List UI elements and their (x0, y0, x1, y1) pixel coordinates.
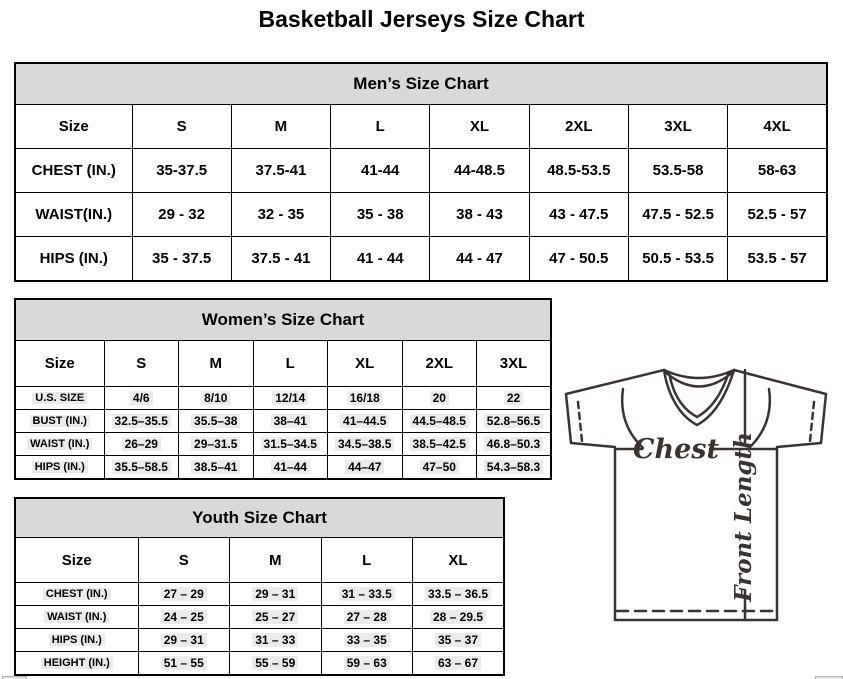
cell-text: 31 – 33.5 (339, 587, 395, 601)
size-value-cell (728, 193, 827, 237)
cell-text: 35 – 37 (435, 633, 481, 647)
cell-text: 55 – 59 (252, 656, 298, 670)
column-header: 4XL (728, 105, 827, 149)
size-value-cell (321, 583, 413, 606)
cell-text: 29 – 31 (161, 633, 207, 647)
cell-text: 43 - 47.5 (549, 206, 609, 223)
column-header: M (179, 341, 254, 387)
size-value-cell (628, 237, 727, 282)
cell-text: 50.5 - 53.5 (642, 250, 714, 267)
column-header: M (231, 105, 330, 149)
cell-text: 44.5–48.5 (410, 414, 469, 428)
cell-text: 44–47 (345, 460, 384, 474)
cell-text: 16/18 (347, 391, 383, 405)
size-value-cell (104, 433, 179, 456)
row-label (15, 193, 132, 237)
page-title: Basketball Jerseys Size Chart (258, 6, 585, 32)
size-value-cell (331, 237, 430, 282)
table-row (15, 606, 504, 629)
row-label-text: WAIST (IN.) (27, 438, 92, 450)
size-value-cell (477, 433, 552, 456)
cell-text: 63 – 67 (435, 656, 481, 670)
size-value-cell (132, 237, 231, 282)
row-label (15, 237, 132, 282)
size-value-cell (230, 629, 322, 652)
size-value-cell (179, 456, 254, 480)
table-row (15, 387, 551, 410)
cell-text: 54.3–58.3 (484, 460, 543, 474)
cell-text: 47.5 - 52.5 (642, 206, 714, 223)
column-header: 3XL (477, 341, 552, 387)
cell-text: 41–44.5 (340, 414, 389, 428)
size-value-cell (132, 149, 231, 193)
size-value-cell (321, 652, 413, 676)
size-value-cell (321, 629, 413, 652)
cell-text: 28 – 29.5 (430, 610, 486, 624)
size-value-cell (413, 652, 505, 676)
size-value-cell (230, 652, 322, 676)
row-label-text: CHEST (IN.) (31, 162, 116, 179)
cell-text: 47–50 (420, 460, 459, 474)
cell-text: 31.5–34.5 (261, 437, 320, 451)
size-value-cell (253, 387, 328, 410)
cell-text: 44-48.5 (454, 162, 505, 179)
size-value-cell (104, 410, 179, 433)
table-title-row (15, 498, 504, 538)
cell-text: 35 - 38 (356, 206, 404, 223)
size-value-cell (230, 583, 322, 606)
cell-text: 4/6 (130, 391, 153, 405)
size-value-cell (728, 149, 827, 193)
row-label (15, 387, 104, 410)
table-row (15, 149, 827, 193)
row-label-text: WAIST (IN.) (44, 611, 109, 623)
size-value-cell (321, 606, 413, 629)
cell-text: 35.5–38 (191, 414, 240, 428)
cell-text: 47 - 50.5 (549, 250, 609, 267)
column-header: L (321, 538, 413, 583)
cell-text: 41 - 44 (356, 250, 404, 267)
cell-text: 53.5-58 (652, 162, 704, 179)
size-value-cell (231, 237, 330, 282)
size-value-cell (402, 410, 477, 433)
corner-size-label: Size (15, 341, 104, 387)
column-header: XL (328, 341, 403, 387)
cell-text: 8/10 (201, 391, 230, 405)
row-label-text: WAIST(IN.) (35, 206, 113, 223)
jersey-measurement-diagram (558, 362, 843, 627)
table-row (15, 410, 551, 433)
cell-text: 33 – 35 (344, 633, 390, 647)
youth-size-chart-table (14, 497, 505, 676)
cell-text: 35 - 37.5 (152, 250, 212, 267)
row-label (15, 652, 138, 676)
sleeve-cuff-dash-right (810, 402, 814, 441)
cell-text: 25 – 27 (252, 610, 298, 624)
column-header: L (253, 341, 328, 387)
size-value-cell (231, 193, 330, 237)
column-header-row (15, 341, 551, 387)
size-value-cell (402, 433, 477, 456)
cell-text: 35-37.5 (156, 162, 208, 179)
column-header-row (15, 538, 504, 583)
column-header: M (230, 538, 322, 583)
row-label-text: HIPS (IN.) (32, 461, 88, 473)
size-value-cell (328, 433, 403, 456)
size-value-cell (138, 583, 230, 606)
front-length-label: Front Length (730, 432, 757, 602)
womens-size-chart-table (14, 298, 552, 480)
cell-text: 31 – 33 (252, 633, 298, 647)
column-header-row (15, 105, 827, 149)
cell-text: 33.5 – 36.5 (425, 587, 491, 601)
cell-text: 44 - 47 (456, 250, 503, 267)
cell-text: 58-63 (757, 162, 797, 179)
table-title-row (15, 299, 551, 341)
table-title: Men’s Size Chart (15, 63, 827, 105)
cell-text: 38–41 (271, 414, 310, 428)
size-value-cell (529, 149, 628, 193)
cell-text: 37.5 - 41 (251, 250, 311, 267)
column-header: S (104, 341, 179, 387)
cell-text: 51 – 55 (161, 656, 207, 670)
size-value-cell (628, 193, 727, 237)
size-value-cell (413, 629, 505, 652)
row-label-text: U.S. SIZE (32, 392, 87, 404)
size-value-cell (477, 410, 552, 433)
row-label (15, 629, 138, 652)
row-label (15, 433, 104, 456)
cell-text: 59 – 63 (344, 656, 390, 670)
table-row (15, 433, 551, 456)
table-row (15, 193, 827, 237)
cell-text: 20 (430, 391, 449, 405)
collar-back-arc-1 (664, 370, 734, 378)
row-label-text: CHEST (IN.) (43, 588, 111, 600)
size-value-cell (328, 410, 403, 433)
size-value-cell (628, 149, 727, 193)
size-value-cell (179, 433, 254, 456)
cell-text: 35.5–58.5 (112, 460, 171, 474)
table-row (15, 652, 504, 676)
size-value-cell (328, 456, 403, 480)
size-value-cell (104, 387, 179, 410)
size-value-cell (253, 456, 328, 480)
table-row (15, 629, 504, 652)
column-header: XL (430, 105, 529, 149)
column-header: S (132, 105, 231, 149)
cell-text: 37.5-41 (255, 162, 307, 179)
row-label-text: HEIGHT (IN.) (41, 657, 113, 669)
size-value-cell (413, 583, 505, 606)
size-value-cell (402, 387, 477, 410)
row-label-text: HIPS (IN.) (39, 250, 108, 267)
size-value-cell (253, 410, 328, 433)
size-value-cell (230, 606, 322, 629)
cell-text: 52.8–56.5 (484, 414, 543, 428)
cell-text: 34.5–38.5 (335, 437, 394, 451)
table-title: Women’s Size Chart (15, 299, 551, 341)
size-value-cell (132, 193, 231, 237)
table-row (15, 583, 504, 606)
size-value-cell (477, 456, 552, 480)
cell-text: 32.5–35.5 (112, 414, 171, 428)
cell-text: 12/14 (272, 391, 308, 405)
size-value-cell (179, 410, 254, 433)
size-value-cell (529, 237, 628, 282)
cell-text: 32 - 35 (257, 206, 305, 223)
table-title-row (15, 63, 827, 105)
cell-text: 27 – 28 (344, 610, 390, 624)
size-value-cell (179, 387, 254, 410)
table-row (15, 237, 827, 282)
size-value-cell (231, 149, 330, 193)
size-value-cell (728, 237, 827, 282)
row-label-text: HIPS (IN.) (49, 634, 105, 646)
row-label (15, 456, 104, 480)
column-header: S (138, 538, 230, 583)
row-label (15, 583, 138, 606)
cell-text: 38.5–42.5 (410, 437, 469, 451)
cell-text: 22 (504, 391, 523, 405)
cell-text: 27 – 29 (161, 587, 207, 601)
size-value-cell (430, 149, 529, 193)
size-value-cell (253, 433, 328, 456)
cell-text: 38.5–41 (191, 460, 240, 474)
size-value-cell (477, 387, 552, 410)
size-value-cell (328, 387, 403, 410)
size-value-cell (402, 456, 477, 480)
corner-size-label: Size (15, 105, 132, 149)
chest-label: Chest (633, 434, 719, 465)
size-value-cell (138, 629, 230, 652)
column-header: L (331, 105, 430, 149)
column-header: 2XL (529, 105, 628, 149)
size-value-cell (529, 193, 628, 237)
table-row (15, 456, 551, 480)
cell-text: 38 - 43 (456, 206, 503, 223)
column-header: XL (413, 538, 505, 583)
size-value-cell (138, 606, 230, 629)
cell-text: 53.5 - 57 (747, 250, 807, 267)
column-header: 2XL (402, 341, 477, 387)
cell-text: 29–31.5 (191, 437, 240, 451)
size-value-cell (104, 456, 179, 480)
row-label-text: BUST (IN.) (30, 415, 90, 427)
size-value-cell (138, 652, 230, 676)
cell-text: 29 - 32 (158, 206, 205, 223)
cell-text: 46.8–50.3 (484, 437, 543, 451)
size-value-cell (413, 606, 505, 629)
cell-text: 41–44 (271, 460, 310, 474)
size-value-cell (331, 193, 430, 237)
size-value-cell (331, 149, 430, 193)
jersey-outline-path (566, 370, 826, 620)
cell-text: 52.5 - 57 (747, 206, 807, 223)
mens-size-chart-table (14, 62, 828, 282)
size-value-cell (430, 193, 529, 237)
cell-text: 24 – 25 (161, 610, 207, 624)
cell-text: 26–29 (122, 437, 161, 451)
cell-text: 29 – 31 (252, 587, 298, 601)
cell-text: 41-44 (361, 162, 400, 179)
row-label (15, 606, 138, 629)
column-header: 3XL (628, 105, 727, 149)
corner-size-label: Size (15, 538, 138, 583)
size-value-cell (430, 237, 529, 282)
row-label (15, 149, 132, 193)
table-title: Youth Size Chart (15, 498, 504, 538)
cell-text: 48.5-53.5 (547, 162, 611, 179)
row-label (15, 410, 104, 433)
sleeve-cuff-dash-left (578, 402, 582, 441)
